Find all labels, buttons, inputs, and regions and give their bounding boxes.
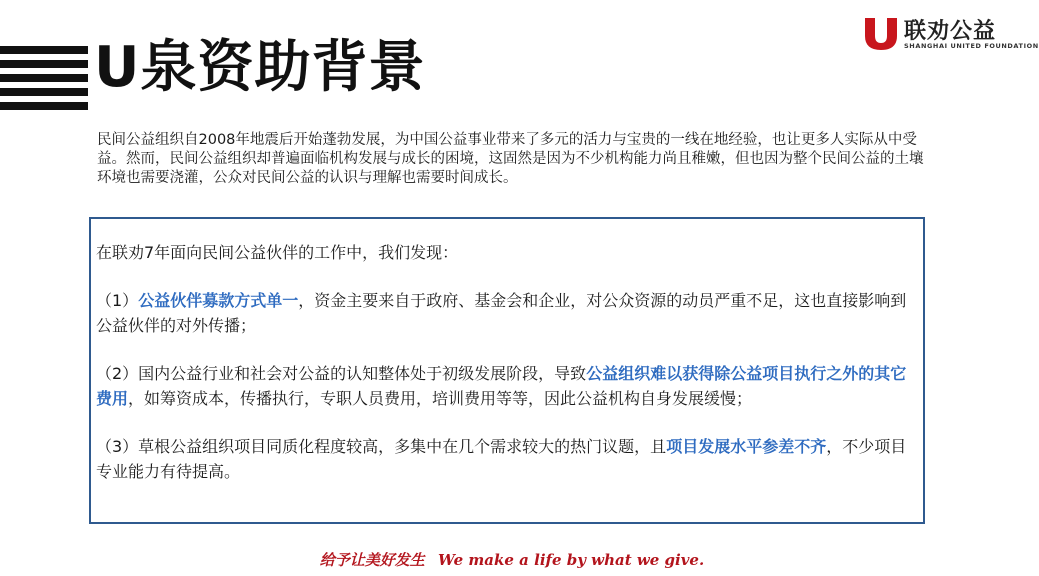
finding-2-prefix: （2）国内公益行业和社会对公益的认知整体处于初级发展阶段，导致 (96, 364, 587, 383)
finding-1-prefix: （1） (96, 291, 139, 310)
u-heart-icon (862, 16, 900, 52)
slogan (0, 549, 1024, 570)
finding-item-2 (96, 361, 922, 411)
finding-3-highlight: 项目发展水平参差不齐 (666, 437, 827, 456)
finding-item-3 (96, 434, 922, 484)
finding-2-highlight: 公益组织难以获得除公益项目执行之外的其它费用 (96, 364, 907, 408)
finding-1-highlight: 公益伙伴募款方式单一 (138, 291, 299, 310)
slogan-chinese: 给予让美好发生 (319, 551, 425, 569)
finding-item-1 (96, 288, 922, 338)
slogan-english: We make a life by what we give. (438, 551, 705, 569)
page-title: U泉资助背景 (94, 35, 426, 100)
logo-name: 联劝公益 (904, 19, 997, 44)
logo-subtitle: SHANGHAI UNITED FOUNDATION (904, 42, 1039, 50)
brand-logo (860, 14, 1039, 54)
findings-content (96, 240, 922, 484)
finding-1-text: ，资金主要来自于政府、基金会和企业，对公众资源的动员严重不足，这也直接影响到公益伙伴的对外传播； (96, 291, 907, 335)
intro-paragraph: 民间公益组织自2008年地震后开始蓬勃发展，为中国公益事业带来了多元的活力与宝贵的一线在地经验，也让更多人实际从中受益。然而，民间公益组织却普遍面临机构发展与成长的困境，这固然是因为不少机构能力尚且稚嫩，但也因为整个民间公益的土壤环境也需要浇灌，公众对民间公益的认识与理解也需要时间成长。 (97, 132, 924, 186)
finding-2-text: ，如筹资成本，传播执行，专职人员费用，培训费用等等，因此公益机构自身发展缓慢； (128, 389, 753, 408)
findings-lead: 在联劝7年面向民间公益伙伴的工作中，我们发现： (96, 243, 459, 262)
finding-3-prefix: （3）草根公益组织项目同质化程度较高，多集中在几个需求较大的热门议题，且 (96, 437, 667, 456)
finding-3-text: ，不少项目专业能力有待提高。 (96, 437, 907, 481)
title-stripes-decoration (0, 46, 88, 110)
